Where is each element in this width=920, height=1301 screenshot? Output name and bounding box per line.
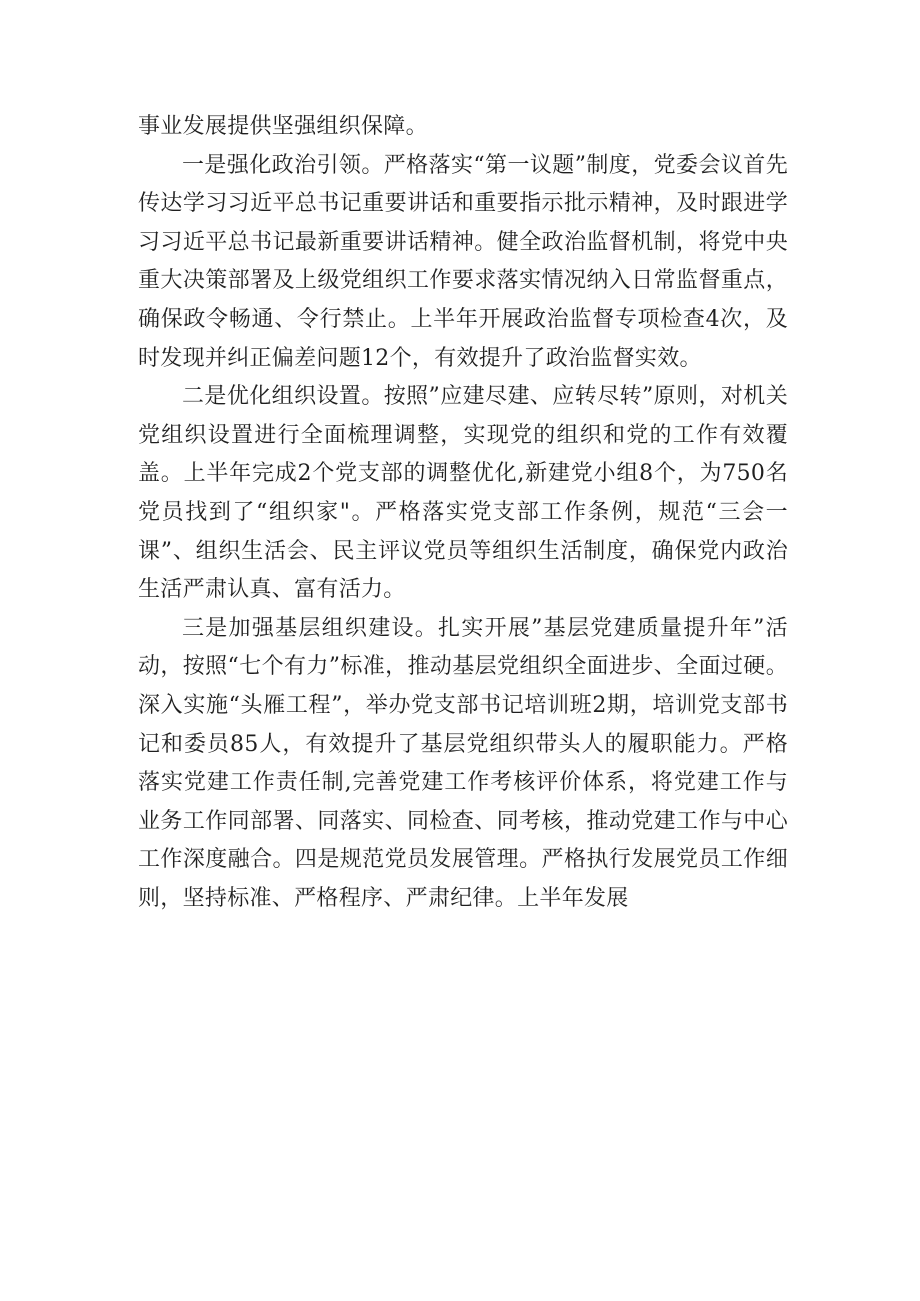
paragraph-grassroots-building: 三是加强基层组织建设。扎实开展”基层党建质量提升年”活动，按照“七个有力”标准，推动基层党组织全面进步、全面过硬。深入实施“头雁工程”，举办党支部书记培训班2期，培训党支部书记和委员85人，有效提升了基层党组织带头人的履职能力。严格落实党建工作责任制,完善党建工作考核评价体系，将党建工作与业务工作同部署、同落实、同检查、同考核，推动党建工作与中心工作深度融合。四是规范党员发展管理。严格执行发展党员工作细则，坚持标准、严格程序、严肃纪律。上半年发展: [138, 615, 788, 911]
paragraph-political-leadership: 一是强化政治引领。严格落实“第一议题”制度，党委会议首先传达学习习近平总书记重要讲话和重要指示批示精神，及时跟进学习习近平总书记最新重要讲话精神。健全政治监督机制，将党中央重大决策部署及上级党组织工作要求落实情况纳入日常监督重点，确保政令畅通、令行禁止。上半年开展政治监督专项检查4次，及时发现并纠正偏差问题12个，有效提升了政治监督实效。: [138, 152, 788, 371]
paragraph-continuation: 事业发展提供坚强组织保障。: [138, 114, 428, 139]
paragraph-organization-setup: 二是优化组织设置。按照”应建尽建、应转尽转”原则，对机关党组织设置进行全面梳理调整，实现党的组织和党的工作有效覆盖。上半年完成2个党支部的调整优化,新建党小组8个，为750名党员找到了“组织家"。严格落实党支部工作条例，规范“三会一课”、组织生活会、民主评议党员等组织生活制度，确保党内政治生活严肃认真、富有活力。: [138, 384, 788, 603]
document-body: [138, 108, 788, 918]
